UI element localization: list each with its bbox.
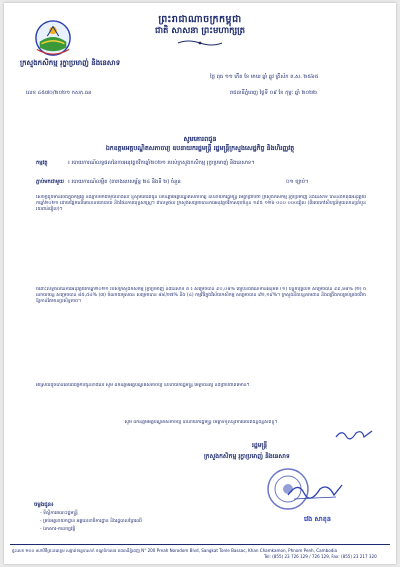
cc-item: - ឯកសារ-កាលប្បវត្តិ xyxy=(40,527,76,532)
ministry-name: ក្រសួងកសិកម្ម រុក្ខាប្រមាញ់ និងនេសាទ xyxy=(20,59,121,67)
closing-line: សូម ឯកឧត្តមអគ្គបណ្ឌិតសភាចារ្យ ឧបនាយករដ្ឋមន្ត្រី មេត្តាទទួលនូវការគោរពដ៏ខ្ពង់ខ្ពស់ពីខ្ញុំ។ xyxy=(124,420,278,425)
cc-item: - ទីស្តីការគណៈរដ្ឋមន្ត្រី xyxy=(40,511,78,516)
signatory-organization: ក្រសួងកសិកម្ម រុក្ខាប្រមាញ់ និងនេសាទ xyxy=(204,453,290,460)
signature-icon xyxy=(284,477,344,503)
cc-item: - គ្រប់អគ្គនាយកដ្ឋាន អគ្គលេខាធិការដ្ឋាន និងរដ្ឋបាលព្រៃឈើ xyxy=(40,519,142,524)
solar-date: រាជធានីភ្នំពេញ ថ្ងៃទី ០៩ ខែ កុម្ភៈ ឆ្នាំ ២០២២ xyxy=(230,90,317,96)
salutation: សូមគោរពជូន xyxy=(183,135,217,143)
subject-label: កម្មវត្ថុ xyxy=(36,160,48,166)
cc-heading: ចម្លងជូន៖ xyxy=(34,502,54,508)
attachment-row xyxy=(36,178,309,186)
body-paragraph-1: សេចក្ដីដូចមានចែងក្នុងកម្មវត្ថុ និងភ្ជាប់មកជាមួយខាងលើ ខ្ញុំសូមគោរពជូន ឯកឧត្តមអគ្គបណ្ឌិតសភាចារ្យ ឧបនាយករដ្ឋមន្ត្រី មេត្តាជ្រាបថា ក្រសួងកសិកម្ម រុក្ខាប្រមាញ់ និងនេសាទ បាននិងកំពុងអនុវត្តថវិកាឆ្នាំ២០២១ ដោយផ្អែកលើគោលនយោបាយ និងផែនការយុទ្ធសាស្ត្រ។ ជាលទ្ធផល ក្រសួងសម្រេចបានការអនុវត្តថវិកាសរុបចំនួន ១៩៥ ១២៦ ០០០ ០០០រៀល (ពីររយកៅសិបប្រាំមួយលានប្រាំបួនរយពាន់រៀល)។ xyxy=(36,195,366,212)
kingdom-heading: ព្រះរាជាណាចក្រកម្ពុជា xyxy=(158,14,242,25)
recipient-title: ឯកឧត្តមអគ្គបណ្ឌិតសភាចារ្យ ឧបនាយករដ្ឋមន្ត្រី រដ្ឋមន្ត្រីក្រសួងសេដ្ឋកិច្ច និងហិរញ្ញវត្ថុ xyxy=(105,145,295,152)
attachment-label: ភ្ជាប់មកជាមួយ xyxy=(36,179,64,185)
lunar-date: ថ្ងៃ ពុធ ១១ កើត ខែ មាឃ ឆ្នាំ ឆ្លូវ ត្រីស័ក ព.ស. ២៥៦៥ xyxy=(210,74,319,80)
subject-row xyxy=(36,159,255,167)
body-paragraph-2: ចំពោះលទ្ធផលនៃការអនុវត្តថវិកាឆ្នាំ២០២១ របស់ក្រសួងកសិកម្ម រុក្ខាប្រមាញ់ និងនេសាទ គឺ ៖ សម្រេចបាន ៩០,០៨% ធៀបនឹងឥណទានអនុម័ត (១) បន្ទុកបុគ្គលិក សម្រេចបាន ៩៩,៦៨% (២) ចំណាយចរន្ត សម្រេចបាន ៨៥,៥៤% (៣) ចំណាយមូលធន សម្រេចបាន ៨៨,២៧% និង (៤) កម្មវិធីក្នុងវិស័យកសិកម្ម សម្រេចបាន ៩២,១៩%។ ក្រសួងនឹងបន្តតាមដាន និងពង្រឹងការគ្រប់គ្រងថវិកាឱ្យកាន់តែមានប្រសិទ្ធភាព។ xyxy=(36,287,366,304)
footer-phone: Tel: (855) 23 726 129 / 726 129, Fax: (855) 23 217 320 xyxy=(264,554,377,559)
divider-ornament-icon xyxy=(176,39,224,47)
body-paragraph-3: អាស្រ័យដូចបានគោរពជម្រាបជូនខាងលើ សូម ឯកឧត្តមអគ្គបណ្ឌិតសភាចារ្យ ឧបនាយករដ្ឋមន្ត្រី មេត្តាពិនិត្យ និងជ្រាបជាព័ត៌មាន។ xyxy=(36,383,250,388)
motto-heading: ជាតិ សាសនា ព្រះមហាក្សត្រ xyxy=(154,26,246,36)
attachment-count: ០១ ច្បាប់។ xyxy=(286,179,309,185)
reference-number: លេខ ៤៥៧០/២០២១ កសក.ធន xyxy=(26,90,92,96)
handwritten-initials-icon xyxy=(334,427,374,441)
footer-address: ផ្ទះលេខ ២០០ មហាវិថីព្រះនរោត្តម សង្កាត់ទន្លេបាសាក់ ខណ្ឌចំការមន រាជធានីភ្នំពេញ N° 200 Preah Norodom Blvd, Sangkat Tonle Bassac, Khan Chamkamon, Phnom Penh, Cambodia xyxy=(12,548,337,553)
attachment-text: ៖ របាយការណ៍លម្អិត (តារាងឧបសម្ព័ន្ធ ២៤ និងទី ២) ចំនួន xyxy=(67,179,181,185)
signatory-name: វេង សាខុន xyxy=(304,515,332,523)
footer-divider xyxy=(10,544,390,545)
document-page xyxy=(4,3,396,564)
signatory-title: រដ្ឋមន្ត្រី xyxy=(252,442,268,449)
subject-text: ៖ របាយការណ៍លទ្ធផលនៃការអនុវត្តថវិកាឆ្នាំ២០២១ របស់ក្រសួងកសិកម្ម រុក្ខាប្រមាញ់ និងនេសាទ។ xyxy=(67,160,255,166)
